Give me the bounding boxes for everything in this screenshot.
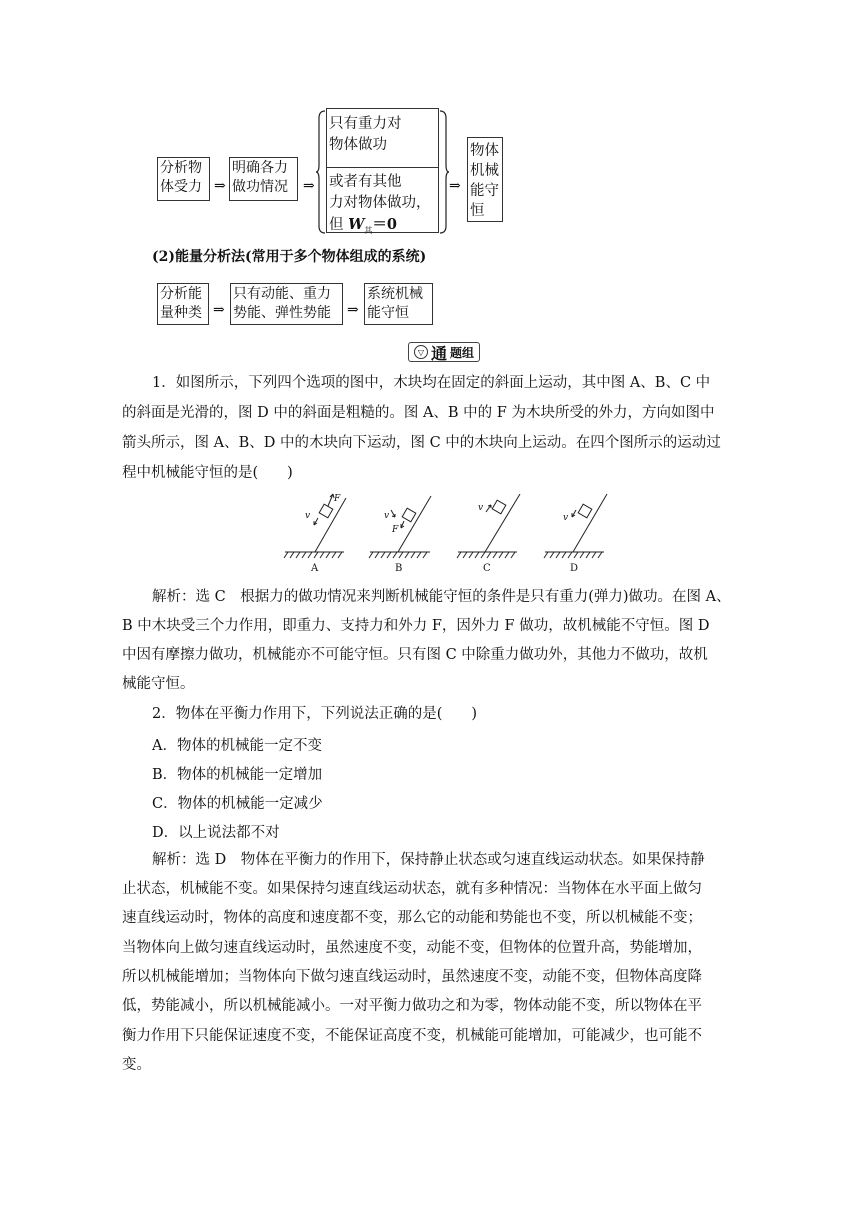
fig-b-v: v	[384, 511, 390, 521]
cond-b-suffix: ＝0	[372, 216, 397, 233]
fig-a-f: F	[334, 494, 341, 504]
a2-line-3: 速直线运动时，物体的高度和速度都不变，那么它的动能和势能也不变，所以机械能不变；	[122, 910, 702, 926]
q1-line-2: 的斜面是光滑的，图 D 中的斜面是粗糙的。图 A、B 中的 F 为木块所受的外力，方向如图中	[122, 405, 715, 421]
section2-heading: (2)能量分析法(常用于多个物体组成的系统)	[152, 249, 427, 265]
cond-b-line2: 力对物体做功，	[329, 195, 431, 211]
a1-line-1: 解析：选 C 根据力的做功情况来判断机械能守恒的条件是只有重力(弹力)做功。在图 A、	[152, 589, 731, 605]
flow2-arrow-1: ⇒	[213, 302, 225, 318]
q2-option-d: D．以上说法都不对	[152, 825, 280, 841]
fig-a-v: v	[305, 511, 311, 521]
flow1-right-brace	[439, 110, 449, 234]
cond-b-sub: 其	[364, 225, 373, 235]
a2-line-4: 当物体向上做匀速直线运动时，虽然速度不变，动能不变，但物体的位置升高，势能增加，	[122, 940, 702, 956]
flow1-condition-gravity-only: 只有重力对 物体做功	[326, 108, 439, 168]
flow1-box-analyze-forces: 分析物 体受力	[157, 157, 210, 201]
fig-c-v: v	[478, 503, 484, 513]
flow1-box-work-analysis: 明确各力 做功情况	[229, 157, 298, 201]
cond-b-line1: 或者有其他	[329, 174, 402, 190]
a2-line-7: 衡力作用下只能保证速度不变，不能保证高度不变，机械能可能增加，可能减少，也可能不	[122, 1028, 702, 1044]
fig-b-f: F	[392, 525, 399, 535]
a2-line-5: 所以机械能增加；当物体向下做匀速直线运动时，虽然速度不变，动能不变，但物体高度降	[122, 969, 702, 985]
flow1-arrow-3: ⇒	[449, 178, 461, 194]
a1-line-3: 中因有摩擦力做功，机械能亦不可能守恒。只有图 C 中除重力做功外，其他力不做功，故机	[122, 647, 708, 663]
q2-option-b: B．物体的机械能一定增加	[152, 767, 323, 783]
figure-d	[544, 494, 607, 558]
flow1-box-result: 物体 机械 能守 恒	[467, 137, 503, 222]
q2-option-a: A．物体的机械能一定不变	[152, 738, 322, 754]
q2-stem: 2．物体在平衡力作用下，下列说法正确的是( )	[152, 706, 478, 722]
a2-line-1: 解析：选 D 物体在平衡力的作用下，保持静止状态或匀速直线运动状态。如果保持静	[152, 852, 705, 868]
q2-option-c: C．物体的机械能一定减少	[152, 796, 323, 812]
fig-label-d: D	[570, 563, 579, 574]
a2-line-6: 低，势能减小，所以机械能减小。一对平衡力做功之和为零，物体动能不变，所以物体在平	[122, 998, 702, 1014]
flow2-box-energy-kinds: 只有动能、重力 势能、弹性势能	[230, 283, 343, 325]
triangle-down-icon: ▽	[414, 345, 428, 359]
cond-b-var: W	[348, 216, 365, 233]
cond-b-line3	[329, 214, 436, 241]
flow2-box-energy-types: 分析能 量种类	[157, 283, 209, 325]
a2-line-2: 止状态，机械能不变。如果保持匀速直线运动状态，就有多种情况：当物体在水平面上做匀	[122, 881, 702, 897]
flow1-arrow-2: ⇒	[303, 178, 315, 194]
fig-label-b: B	[395, 563, 403, 574]
incline-figure	[280, 488, 610, 576]
flow2-box-system-conserved: 系统机械 能守恒	[364, 283, 433, 325]
cond-b-prefix: 但	[329, 217, 349, 233]
a2-line-8: 变。	[122, 1057, 151, 1073]
badge-big-char: 通	[430, 343, 447, 363]
fig-d-v: v	[563, 513, 569, 523]
fig-label-c: C	[483, 563, 491, 574]
flow2-arrow-2: ⇒	[347, 302, 359, 318]
figure-b	[369, 496, 431, 558]
badge-text: 题组	[450, 345, 475, 360]
a1-line-2: B 中木块受三个力作用，即重力、支持力和外力 F，因外力 F 做功，故机械能不守恒。图 D	[122, 618, 710, 634]
flow1-condition-other-forces	[326, 167, 439, 233]
a1-line-4: 械能守恒。	[122, 676, 195, 692]
fig-label-a: A	[311, 563, 319, 574]
exercise-group-badge	[408, 342, 480, 362]
flow1-arrow-1: ⇒	[214, 178, 226, 194]
flow1-left-brace	[316, 110, 326, 234]
figure-c	[457, 494, 520, 558]
q1-line-1: 1．如图所示，下列四个选项的图中，木块均在固定的斜面上运动，其中图 A、B、C 中	[152, 375, 711, 391]
q1-line-4: 程中机械能守恒的是( )	[122, 465, 293, 481]
q1-line-3: 箭头所示，图 A、B、D 中的木块向下运动，图 C 中的木块向上运动。在四个图所示的运动过	[122, 435, 721, 451]
